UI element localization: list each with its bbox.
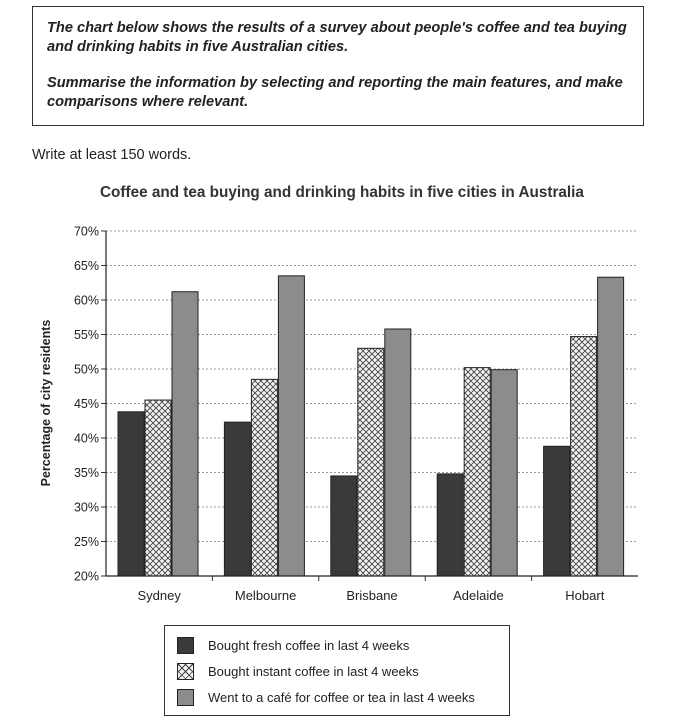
y-tick-label: 50% <box>73 362 99 377</box>
x-tick-label-adelaide: Adelaide <box>453 588 504 603</box>
y-tick-label: 65% <box>73 259 99 273</box>
y-tick-label: 45% <box>73 397 99 411</box>
x-tick-label-melbourne: Melbourne <box>234 588 297 603</box>
legend-label-fresh-coffee: Bought fresh coffee in last 4 weeks <box>208 637 410 653</box>
x-tick-label-sydney: Sydney <box>137 588 181 603</box>
bar-cafe-sydney <box>172 292 198 576</box>
bar-instant-coffee-brisbane <box>358 348 384 576</box>
legend-item-fresh-coffee <box>177 632 509 658</box>
task-instruction-text: Summarise the information by selecting and reporting the main features, and make comparisons where relevant. <box>47 75 623 110</box>
x-tick-label-brisbane: Brisbane <box>346 588 398 603</box>
legend-item-cafe <box>177 684 509 710</box>
bar-fresh-coffee-hobart <box>544 446 570 576</box>
y-tick-label: 25% <box>73 535 99 549</box>
y-axis-label: Percentage of city residents <box>39 319 53 487</box>
legend-item-instant-coffee <box>177 658 509 684</box>
y-tick-label: 60% <box>73 293 99 308</box>
bar-cafe-melbourne <box>278 276 304 576</box>
y-tick-label: 40% <box>73 431 99 446</box>
word-count-note: Write at least 150 words. <box>32 147 192 163</box>
legend-swatch-cafe <box>177 689 194 706</box>
bar-cafe-hobart <box>598 277 624 576</box>
bar-instant-coffee-adelaide <box>464 368 490 576</box>
legend-swatch-fresh-coffee <box>177 637 194 654</box>
legend-label-instant-coffee: Bought instant coffee in last 4 weeks <box>208 663 419 679</box>
y-tick-label: 30% <box>73 500 99 515</box>
bar-cafe-brisbane <box>385 329 411 576</box>
y-tick-label: 20% <box>73 569 99 584</box>
chart-legend <box>164 625 510 716</box>
y-tick-label: 70% <box>73 224 99 239</box>
bar-instant-coffee-melbourne <box>251 379 277 576</box>
legend-label-cafe: Went to a café for coffee or tea in last 4 weeks <box>208 689 475 705</box>
chart-title: Coffee and tea buying and drinking habits in five cities in Australia <box>100 184 584 201</box>
y-tick-label: 35% <box>73 466 99 480</box>
bar-instant-coffee-hobart <box>571 337 597 576</box>
bar-fresh-coffee-sydney <box>118 412 144 576</box>
bar-fresh-coffee-brisbane <box>331 476 357 576</box>
bar-instant-coffee-sydney <box>145 400 171 576</box>
task-prompt-text: The chart below shows the results of a survey about people's coffee and tea buying and drinking habits in five Australian cities. <box>47 20 627 55</box>
bar-fresh-coffee-adelaide <box>437 474 463 576</box>
bar-cafe-adelaide <box>491 370 517 576</box>
x-tick-label-hobart: Hobart <box>565 588 605 603</box>
bar-fresh-coffee-melbourne <box>224 422 250 576</box>
y-tick-label: 55% <box>73 328 99 342</box>
legend-swatch-instant-coffee <box>177 663 194 680</box>
